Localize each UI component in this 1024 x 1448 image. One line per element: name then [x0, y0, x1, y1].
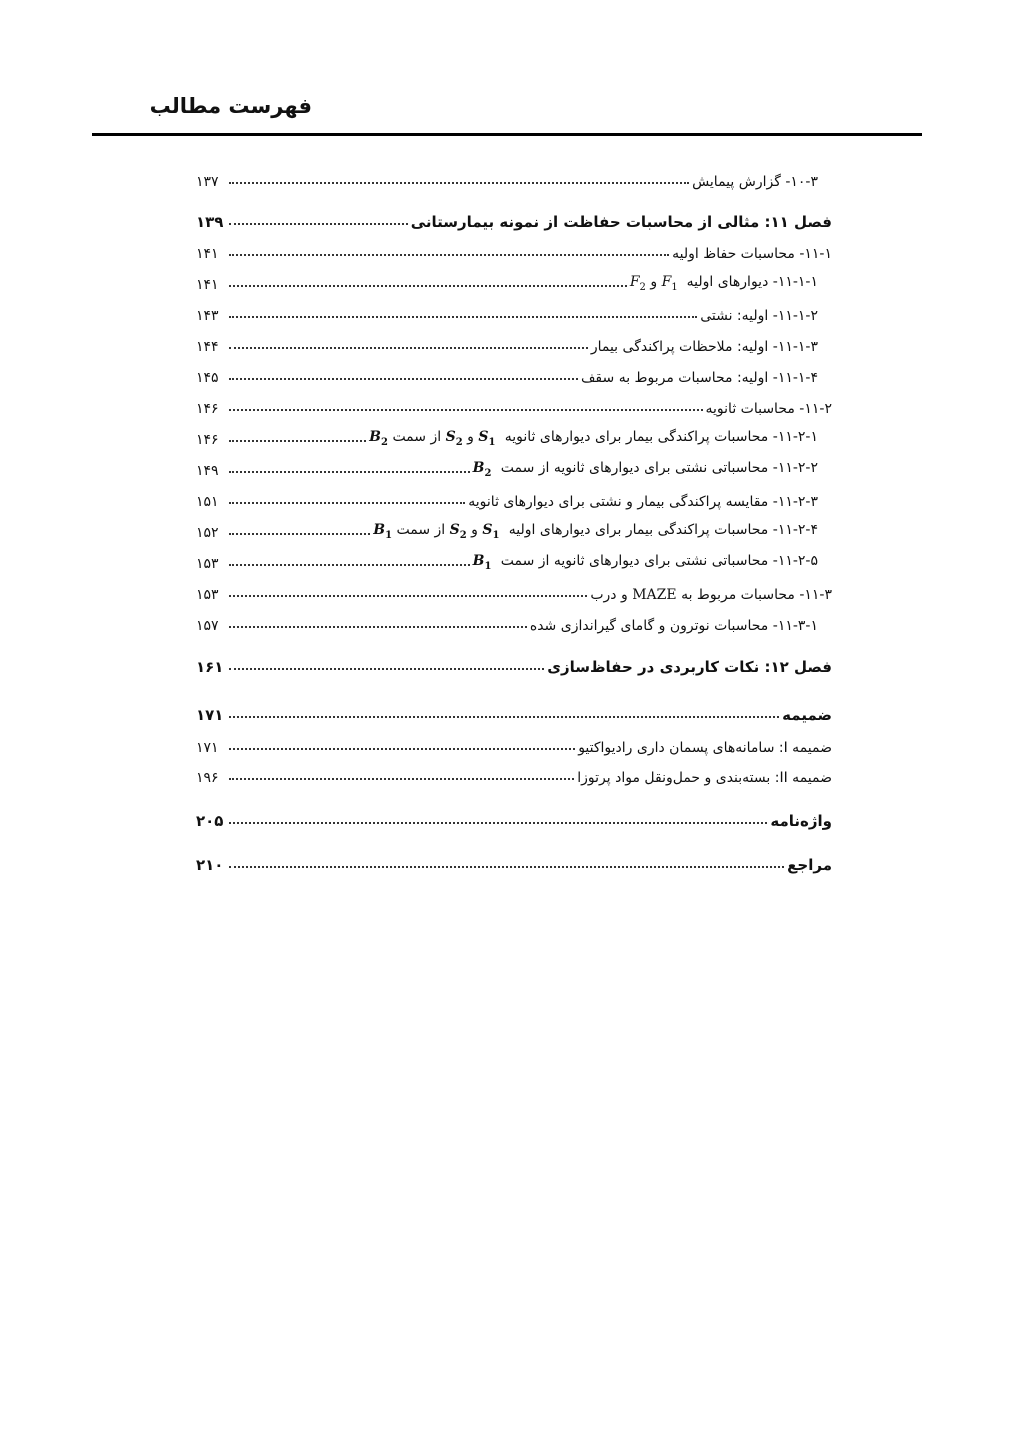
toc-entry-title: ۱۱-۱-۲- اولیه: نشتی: [700, 308, 818, 324]
toc-page-number: ۱۵۳: [196, 556, 219, 572]
toc-page-number: ۱۷۱: [196, 740, 219, 756]
leader-dots: [229, 316, 697, 318]
toc-entry-title: ۱۱-۱-۳- اولیه: ملاحظات پراکندگی بیمار: [590, 339, 818, 355]
toc-entry[interactable]: [196, 486, 832, 510]
toc-entry-text: ۱۱-۲-۴- محاسبات پراکندگی بیمار برای دیوارهای اولیه: [508, 522, 818, 539]
math-symbol: $S_1$: [482, 522, 505, 541]
leader-dots: [229, 564, 470, 566]
math-symbol: $F_2$: [629, 274, 646, 293]
toc-entry-title: [473, 460, 832, 479]
math-symbol: $S_2$: [445, 429, 463, 448]
math-symbol: $S_2$: [449, 522, 467, 541]
math-symbol: $S_1$: [478, 429, 501, 448]
toc-entry[interactable]: [196, 762, 832, 786]
toc-entry-title: [373, 522, 832, 541]
toc-chapter-entry[interactable]: [196, 806, 832, 830]
leader-dots: [229, 866, 784, 868]
leader-dots: [229, 533, 370, 535]
leader-dots: [229, 502, 465, 504]
header-rule: [92, 133, 922, 136]
toc-page-number: ۱۴۶: [196, 401, 219, 417]
leader-dots: [229, 778, 574, 780]
toc-entry-title: ضمیمه I: سامانه‌های پسمان داری رادیواکتیو: [578, 740, 832, 756]
toc-entry-title: ۱۱-۳-۱- محاسبات نوترون و گامای گیراندازی شده: [529, 618, 818, 634]
toc-entry-title: ضمیمه II: بسته‌بندی و حمل‌ونقل مواد پرتوزا: [577, 770, 832, 786]
toc-page-number: ۱۴۹: [196, 463, 219, 479]
page-title: فهرست مطالب: [149, 94, 312, 118]
maze-label: MAZE: [632, 587, 677, 603]
toc-entry[interactable]: [196, 269, 832, 293]
toc-page-number: ۱۴۱: [196, 277, 219, 293]
toc-chapter-entry[interactable]: [196, 207, 832, 231]
toc-entry-title: [630, 274, 832, 293]
toc-page-number: ۱۹۶: [196, 770, 219, 786]
toc-entry[interactable]: [196, 732, 832, 756]
toc-entry-text: و درب: [590, 587, 628, 603]
toc-page-number: ۲۰۵: [196, 812, 224, 830]
leader-dots: [229, 182, 689, 184]
toc-entry-title: ۱۱-۲-۳- مقایسه پراکندگی بیمار و نشتی برای دیوارهای ثانویه: [468, 494, 818, 510]
toc-entry-title: واژه‌نامه: [770, 812, 832, 830]
toc-entry-text: از سمت: [392, 429, 442, 446]
toc-entry-text: ۱۱-۳- محاسبات مربوط به: [681, 587, 832, 603]
toc-page-number: ۱۴۵: [196, 370, 219, 386]
toc-page-number: ۱۵۷: [196, 618, 219, 634]
toc-entry[interactable]: [196, 548, 832, 572]
leader-dots: [229, 748, 575, 750]
toc-entry-text: و: [471, 522, 478, 539]
toc-entry-title: [590, 587, 832, 603]
toc-entry-text: ۱۱-۱-۱- دیوارهای اولیه: [686, 274, 818, 291]
toc-entry-text: و: [650, 274, 658, 291]
leader-dots: [229, 254, 669, 256]
toc-entry-title: ۱۱-۱-۴- اولیه: محاسبات مربوط به سقف: [580, 370, 818, 386]
toc-page-number: ۱۴۴: [196, 339, 219, 355]
math-symbol: $B_1$: [373, 522, 393, 541]
toc-entry[interactable]: [196, 455, 832, 479]
toc-entry[interactable]: [196, 579, 832, 603]
toc-entry[interactable]: [196, 424, 832, 448]
toc-entry-title: ۱۱-۲- محاسبات ثانویه: [705, 401, 832, 417]
leader-dots: [229, 626, 527, 628]
toc-entry-title: [369, 429, 832, 448]
toc-page-number: ۱۴۶: [196, 432, 219, 448]
math-symbol: $F_1$: [661, 274, 683, 293]
leader-dots: [229, 409, 703, 411]
toc-page-number: ۱۵۱: [196, 494, 219, 510]
toc-page-number: ۱۵۲: [196, 525, 219, 541]
math-symbol: $B_1$: [472, 553, 497, 572]
toc-entry-text: ۱۱-۲-۲- محاسباتی نشتی برای دیوارهای ثانویه از سمت: [500, 460, 818, 477]
toc-page-number: ۱۴۱: [196, 246, 219, 262]
toc-entry[interactable]: [196, 393, 832, 417]
math-symbol: $B_2$: [369, 429, 388, 448]
toc-entry[interactable]: [196, 238, 832, 262]
toc-entry-title: ۱۰-۳- گزارش پیمایش: [692, 174, 818, 190]
toc-page-number: ۲۱۰: [196, 856, 224, 874]
toc-page-number: ۱۵۳: [196, 587, 219, 603]
toc-entry-title: فصل ۱۱: مثالی از محاسبات حفاظت از نمونه بیمارستانی: [410, 213, 832, 231]
leader-dots: [229, 471, 470, 473]
toc-page-number: ۱۷۱: [196, 706, 224, 724]
leader-dots: [229, 378, 578, 380]
toc-page-number: ۱۶۱: [196, 658, 224, 676]
leader-dots: [229, 822, 767, 824]
leader-dots: [229, 285, 627, 287]
math-symbol: $B_2$: [472, 460, 497, 479]
toc-page-number: ۱۴۳: [196, 308, 219, 324]
toc-entry-title: ۱۱-۱- محاسبات حفاظ اولیه: [672, 246, 832, 262]
toc-entry[interactable]: [196, 166, 832, 190]
leader-dots: [229, 347, 588, 349]
toc-page-number: ۱۳۹: [196, 213, 224, 231]
toc-entry-text: از سمت: [396, 522, 446, 539]
toc-entry-text: و: [467, 429, 474, 446]
toc-entry-title: فصل ۱۲: نکات کاربردی در حفاظ‌سازی: [547, 658, 832, 676]
toc-entry[interactable]: [196, 331, 832, 355]
toc-entry[interactable]: [196, 610, 832, 634]
toc-entry[interactable]: [196, 300, 832, 324]
toc-entry-title: [473, 553, 832, 572]
toc-page-number: ۱۳۷: [196, 174, 219, 190]
leader-dots: [229, 595, 587, 597]
toc-entry[interactable]: [196, 517, 832, 541]
toc-entry-text: ۱۱-۲-۵- محاسباتی نشتی برای دیوارهای ثانویه از سمت: [500, 553, 818, 570]
leader-dots: [229, 223, 408, 225]
toc-entry-text: ۱۱-۲-۱- محاسبات پراکندگی بیمار برای دیوارهای ثانویه: [504, 429, 818, 446]
toc-chapter-entry[interactable]: [196, 652, 832, 676]
toc-chapter-entry[interactable]: [196, 700, 832, 724]
leader-dots: [229, 440, 366, 442]
leader-dots: [229, 668, 544, 670]
toc-entry-title: مراجع: [787, 856, 832, 874]
toc-chapter-entry[interactable]: [196, 850, 832, 874]
toc-entry[interactable]: [196, 362, 832, 386]
toc-entry-title: ضمیمه: [782, 706, 832, 724]
leader-dots: [229, 716, 779, 718]
